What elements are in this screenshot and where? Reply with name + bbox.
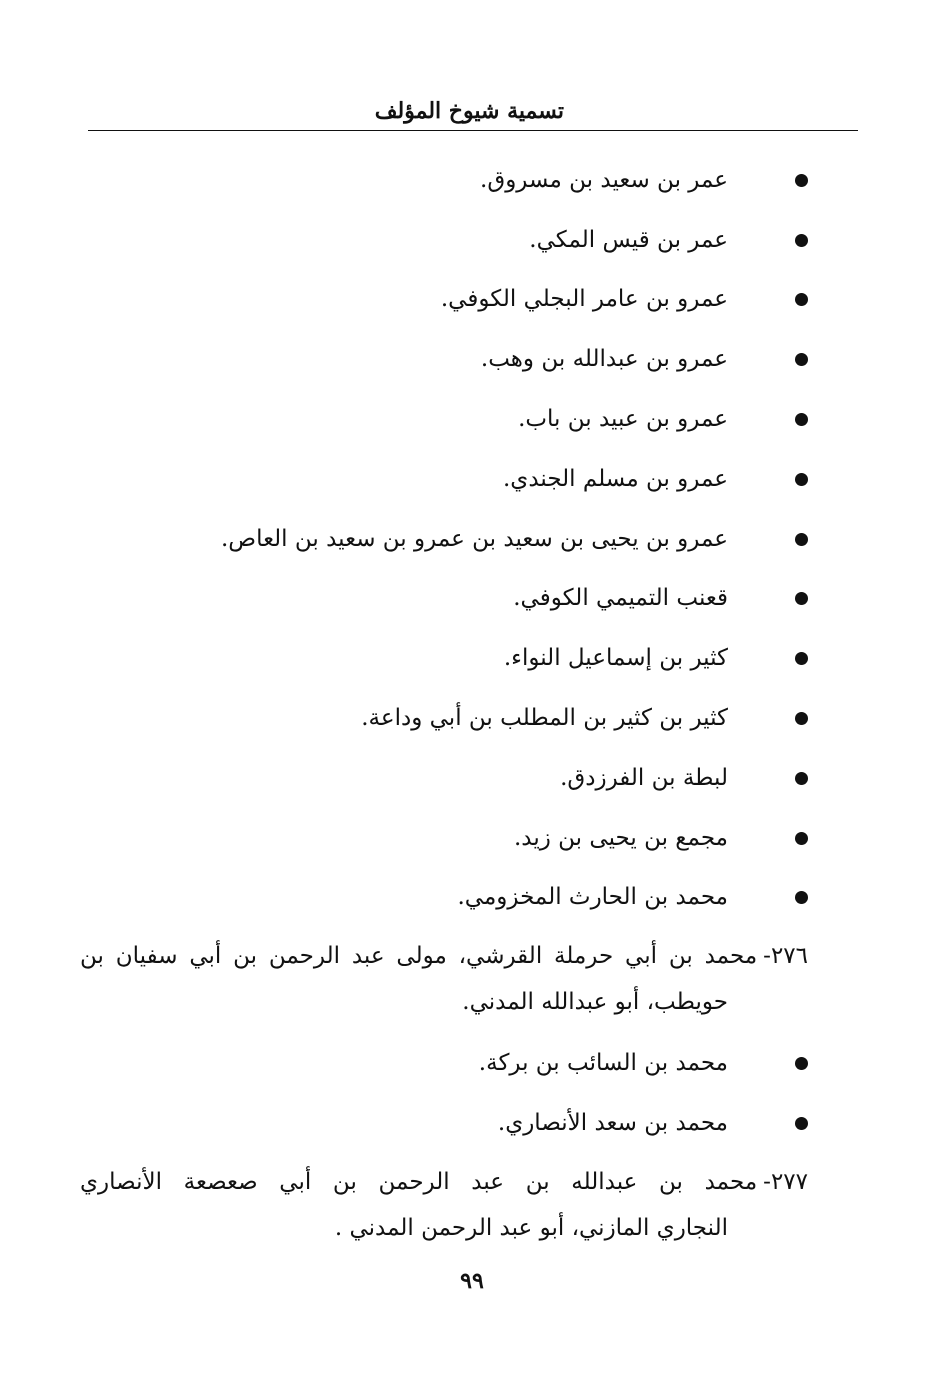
entry-text-line2: النجاري المازني، أبو عبد الرحمن المدني .	[334, 1214, 728, 1241]
list-item-text: عمرو بن عبدالله بن وهب.	[480, 346, 728, 373]
running-header-title: تسمية شيوخ المؤلف	[374, 98, 564, 124]
list-item	[80, 569, 808, 629]
page-number: ٩٩	[460, 1268, 484, 1294]
list-item	[80, 270, 808, 330]
bullet-icon	[795, 891, 808, 904]
bullet-icon	[795, 234, 808, 247]
list-item	[80, 1093, 808, 1153]
list-item-text: محمد بن سعد الأنصاري.	[497, 1110, 728, 1137]
bullet-icon	[795, 1057, 808, 1070]
entry-text-line1: محمد بن أبي حرملة القرشي، مولى عبد الرحمن بن أبي سفيان بن	[80, 943, 758, 970]
list-item-text: قعنب التميمي الكوفي.	[513, 585, 728, 612]
bullet-icon	[795, 712, 808, 725]
list-item-text: لبطة بن الفرزدق.	[560, 764, 728, 791]
list-item	[80, 449, 808, 509]
list-item	[80, 748, 808, 808]
numbered-entry-276	[80, 927, 808, 1033]
list-item-text: عمرو بن يحيى بن سعيد بن عمرو بن سعيد بن العاص.	[220, 525, 728, 552]
list-item	[80, 1033, 808, 1093]
list-item	[80, 329, 808, 389]
list-item	[80, 509, 808, 569]
list-item-text: محمد بن الحارث المخزومي.	[457, 884, 728, 911]
bullet-icon	[795, 413, 808, 426]
bullet-icon	[795, 174, 808, 187]
bullet-icon	[795, 533, 808, 546]
list-item	[80, 389, 808, 449]
list-item	[80, 628, 808, 688]
numbered-entry-277	[80, 1153, 808, 1259]
list-item-text: عمرو بن عبيد بن باب.	[518, 406, 728, 433]
header-divider	[88, 130, 858, 131]
list-item-text: عمرو بن مسلم الجندي.	[503, 465, 728, 492]
entry-text-line1: محمد بن عبدالله بن عبد الرحمن بن أبي صعصعة الأنصاري	[80, 1168, 758, 1195]
list-item	[80, 808, 808, 868]
bullet-icon	[795, 293, 808, 306]
bullet-icon	[795, 1117, 808, 1130]
list-item-text: عمر بن سعيد بن مسروق.	[480, 166, 728, 193]
list-item	[80, 868, 808, 928]
entries-list	[80, 150, 808, 1259]
list-item-text: محمد بن السائب بن بركة.	[478, 1050, 728, 1077]
bullet-icon	[795, 832, 808, 845]
bullet-icon	[795, 473, 808, 486]
list-item-text: عمر بن قيس المكي.	[529, 226, 728, 253]
bullet-icon	[795, 772, 808, 785]
entry-number: ٢٧٦-	[763, 943, 808, 970]
entry-text-line2: حويطب، أبو عبدالله المدني.	[462, 989, 728, 1016]
entry-number: ٢٧٧-	[763, 1168, 808, 1195]
list-item-text: عمرو بن عامر البجلي الكوفي.	[440, 286, 728, 313]
bullet-icon	[795, 592, 808, 605]
list-item-text: كثير بن كثير بن المطلب بن أبي وداعة.	[361, 705, 728, 732]
list-item	[80, 688, 808, 748]
bullet-icon	[795, 353, 808, 366]
list-item	[80, 210, 808, 270]
bullet-icon	[795, 652, 808, 665]
list-item-text: مجمع بن يحيى بن زيد.	[513, 824, 728, 851]
list-item-text: كثير بن إسماعيل النواء.	[503, 645, 728, 672]
list-item	[80, 150, 808, 210]
